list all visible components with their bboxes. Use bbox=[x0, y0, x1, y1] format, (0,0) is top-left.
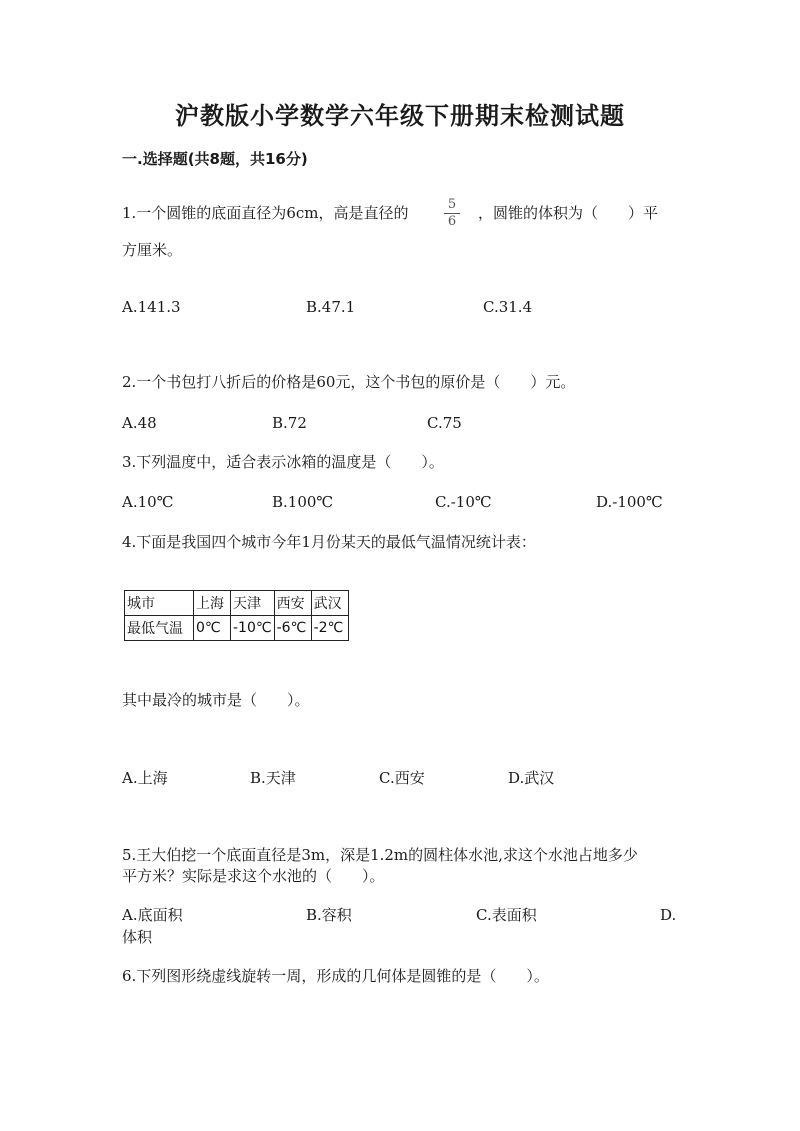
fraction-five-sixths bbox=[444, 198, 460, 229]
question-3-option-d: D.-100℃ bbox=[596, 493, 663, 511]
question-4-text: 4.下面是我国四个城市今年1月份某天的最低气温情况统计表： bbox=[122, 533, 536, 551]
question-1-option-c: C.31.4 bbox=[483, 298, 533, 316]
question-3-text: 3.下列温度中，适合表示冰箱的温度是（ ）。 bbox=[122, 453, 444, 471]
question-5-option-c: C.表面积 bbox=[476, 906, 537, 924]
question-1-text-part1: 1.一个圆锥的底面直径为6cm，高是直径的 bbox=[122, 204, 409, 222]
question-5-option-d: D. bbox=[660, 906, 677, 924]
question-1-option-a: A.141.3 bbox=[122, 298, 181, 316]
page-title: 沪教版小学数学六年级下册期末检测试题 bbox=[175, 102, 625, 130]
question-5-option-a: A.底面积 bbox=[122, 906, 183, 924]
fraction-denominator: 6 bbox=[447, 214, 457, 229]
question-2-option-a: A.48 bbox=[122, 414, 157, 432]
table-cell: 城市 bbox=[125, 591, 194, 616]
table-header-row bbox=[125, 591, 349, 616]
fraction-numerator: 5 bbox=[447, 197, 457, 212]
table-cell: 武汉 bbox=[311, 591, 348, 616]
question-4-option-a: A.上海 bbox=[122, 769, 168, 787]
question-3-option-b: B.100℃ bbox=[272, 493, 334, 511]
question-5-text-line1: 5.王大伯挖一个底面直径是3m，深是1.2m的圆柱体水池,求这个水池占地多少 bbox=[122, 846, 638, 864]
question-4-option-b: B.天津 bbox=[250, 769, 296, 787]
question-3-option-c: C.-10℃ bbox=[435, 493, 492, 511]
table-cell: 天津 bbox=[231, 591, 275, 616]
table-cell: 上海 bbox=[194, 591, 231, 616]
question-5-option-d-wrap: 体积 bbox=[122, 928, 153, 946]
question-4-option-c: C.西安 bbox=[379, 769, 425, 787]
question-4-option-d: D.武汉 bbox=[508, 769, 555, 787]
question-1-text-part2: ，圆锥的体积为（ ）平 bbox=[478, 204, 659, 222]
section-header: 一.选择题(共8题，共16分) bbox=[122, 150, 308, 168]
question-2-text: 2.一个书包打八折后的价格是60元，这个书包的原价是（ ）元。 bbox=[122, 373, 576, 391]
question-2-option-c: C.75 bbox=[427, 414, 462, 432]
question-1-option-b: B.47.1 bbox=[306, 298, 356, 316]
question-5-text-line2: 平方米？实际是求这个水池的（ ）。 bbox=[122, 867, 385, 885]
question-2-option-b: B.72 bbox=[272, 414, 307, 432]
question-3-option-a: A.10℃ bbox=[122, 493, 174, 511]
table-cell: 0℃ bbox=[194, 616, 231, 641]
table-cell: -6℃ bbox=[274, 616, 311, 641]
table-cell: 西安 bbox=[274, 591, 311, 616]
table-cell: -2℃ bbox=[311, 616, 348, 641]
question-4-question: 其中最冷的城市是（ ）。 bbox=[122, 691, 310, 709]
temperature-table bbox=[124, 590, 349, 641]
question-1-text-line2: 方厘米。 bbox=[122, 241, 183, 259]
table-row bbox=[125, 616, 349, 641]
question-5-option-b: B.容积 bbox=[306, 906, 352, 924]
table-cell: -10℃ bbox=[231, 616, 275, 641]
table-cell: 最低气温 bbox=[125, 616, 194, 641]
question-6-text: 6.下列图形绕虚线旋转一周，形成的几何体是圆锥的是（ ）。 bbox=[122, 967, 549, 985]
